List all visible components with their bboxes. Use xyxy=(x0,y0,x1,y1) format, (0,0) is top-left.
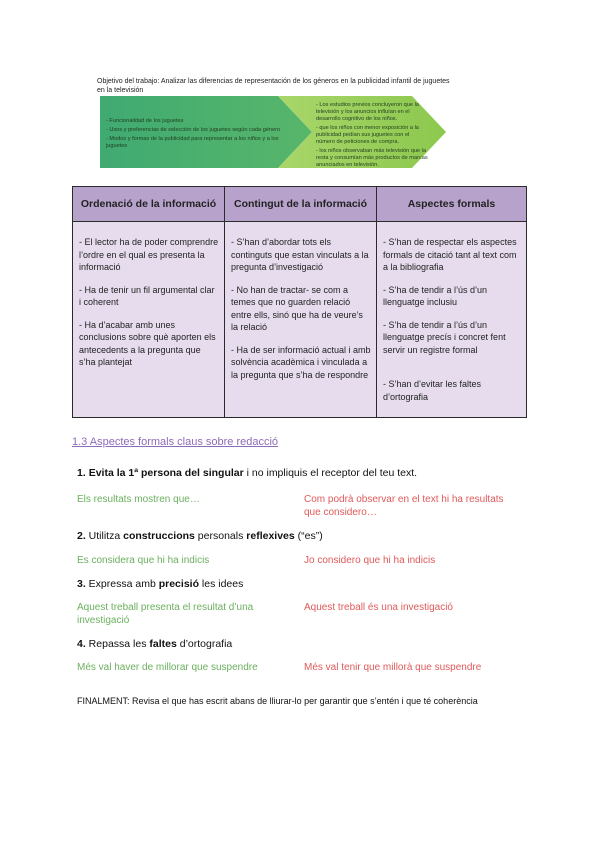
rule-2 xyxy=(77,530,323,542)
good-example-4: Més val haver de millorar que suspendre xyxy=(77,662,258,673)
header-ordenacio: Ordenació de la informació xyxy=(73,187,225,222)
bad-example-1: Com podrà observar en el text hi ha resultats que considero… xyxy=(304,494,504,518)
cell-item: - S’ha de tendir a l’ús d’un llenguatge precís i concret fent servir un registre formal xyxy=(383,319,506,355)
rule-text: Utilitza xyxy=(85,530,124,542)
cell-item: - Ha de tenir un fil argumental clar i coherent xyxy=(79,284,215,307)
rule-3 xyxy=(77,578,243,590)
section-title: 1.3 Aspectes formals claus sobre redacció xyxy=(72,436,279,448)
rule-text: d’ortografia xyxy=(176,638,233,650)
rule-bold: Evita la 1ª persona del singular xyxy=(88,467,244,479)
rule-bold: reflexives xyxy=(246,530,295,542)
table-row xyxy=(73,222,527,418)
cell-item: - Ha d’acabar amb unes conclusions sobre què aporten els antecedents a la pregunta que s’ha plantejat xyxy=(79,319,216,367)
diagram-right-item: - los niños observaban más televisión que la resta y consumían más productos de marcas anunciados en televisión. xyxy=(316,148,428,168)
good-example-1: Els resultats mostren que… xyxy=(77,494,200,505)
rule-number: 3. xyxy=(77,578,86,590)
rule-text: personals xyxy=(194,530,247,542)
header-contingut: Contingut de la informació xyxy=(225,187,377,222)
bad-example-3: Aquest treball és una investigació xyxy=(304,602,453,613)
rule-bold: precisió xyxy=(158,578,199,590)
cell-item: - S’ha de tendir a l’ús d’un llenguatge inclusiu xyxy=(383,284,488,307)
cell-item: - Ha de ser informació actual i amb solvència acadèmica i vinculada a la pregunta que s’ha de respondre xyxy=(231,344,371,380)
diagram-right-list xyxy=(316,102,428,171)
diagram-left-item: - Usos y preferencias de selección de los juguetes según cada género xyxy=(106,127,281,133)
rule-text: (“es”) xyxy=(294,530,323,542)
diagram-left-item: - Funcionalidad de los juguetes xyxy=(106,118,184,124)
rule-bold: construccions xyxy=(123,530,195,542)
diagram-right-item: - que los niños con menor exposición a la publicidad pedían sus juguetes con el número de peticiones de compra. xyxy=(316,125,419,145)
table-cell-ordenacio xyxy=(73,222,225,418)
cell-item: - No han de tractar- se com a temes que no guarden relació entre ells, sinó que ha de veure’s la relació xyxy=(231,284,363,332)
cell-item: - S’han d’evitar les faltes d’ortografia xyxy=(383,379,482,402)
rule-text: les idees xyxy=(199,578,244,590)
diagram-left-item: - Modos y formas de la publicidad para representar a los niños y a los juguetes xyxy=(106,136,279,149)
info-table xyxy=(72,186,527,418)
diagram-right-item: - Los estudios previos concluyeron que la televisión y los anuncios influían en el desarrollo cognitivo de los niños. xyxy=(316,102,419,122)
rule-number: 2. xyxy=(77,530,86,542)
objective-text: Objetivo del trabajo: Analizar las diferencias de representación de los géneros en la publicidad infantil de juguetes en la televisión xyxy=(97,78,450,94)
diagram-left-list xyxy=(106,118,284,152)
header-aspectes: Aspectes formals xyxy=(377,187,527,222)
rule-bold: faltes xyxy=(149,638,177,650)
table-cell-contingut xyxy=(225,222,377,418)
rule-text: Repassa les xyxy=(85,638,150,650)
rule-1 xyxy=(77,467,417,479)
good-example-3: Aquest treball presenta el resultat d’una investigació xyxy=(77,602,254,626)
good-example-2: Es considera que hi ha indicis xyxy=(77,555,210,566)
rule-text: Expressa amb xyxy=(85,578,159,590)
table-cell-aspectes xyxy=(377,222,527,418)
bad-example-2: Jo considero que hi ha indicis xyxy=(304,555,436,566)
cell-item: - S’han de respectar els aspectes formals de citació tant al text com a la bibliografia xyxy=(383,237,517,272)
cell-item: - S’han d’abordar tots els continguts que estan vinculats a la pregunta d’investigació xyxy=(231,237,369,272)
diagram-arrows xyxy=(100,96,450,168)
cell-item: - El lector ha de poder comprendre l’ordre en el qual es presenta la informació xyxy=(79,237,219,272)
table-header-row xyxy=(73,187,527,222)
bad-example-4: Més val tenir que millorà que suspendre xyxy=(304,662,482,673)
rule-text: i no impliquis el receptor del teu text. xyxy=(243,467,418,479)
final-note: FINALMENT: Revisa el que has escrit abans de lliurar-lo per garantir que s’entén i que té coherència xyxy=(77,696,478,706)
rule-number: 4. xyxy=(77,638,86,650)
rule-number: 1. xyxy=(77,467,86,479)
rule-4 xyxy=(77,638,232,650)
